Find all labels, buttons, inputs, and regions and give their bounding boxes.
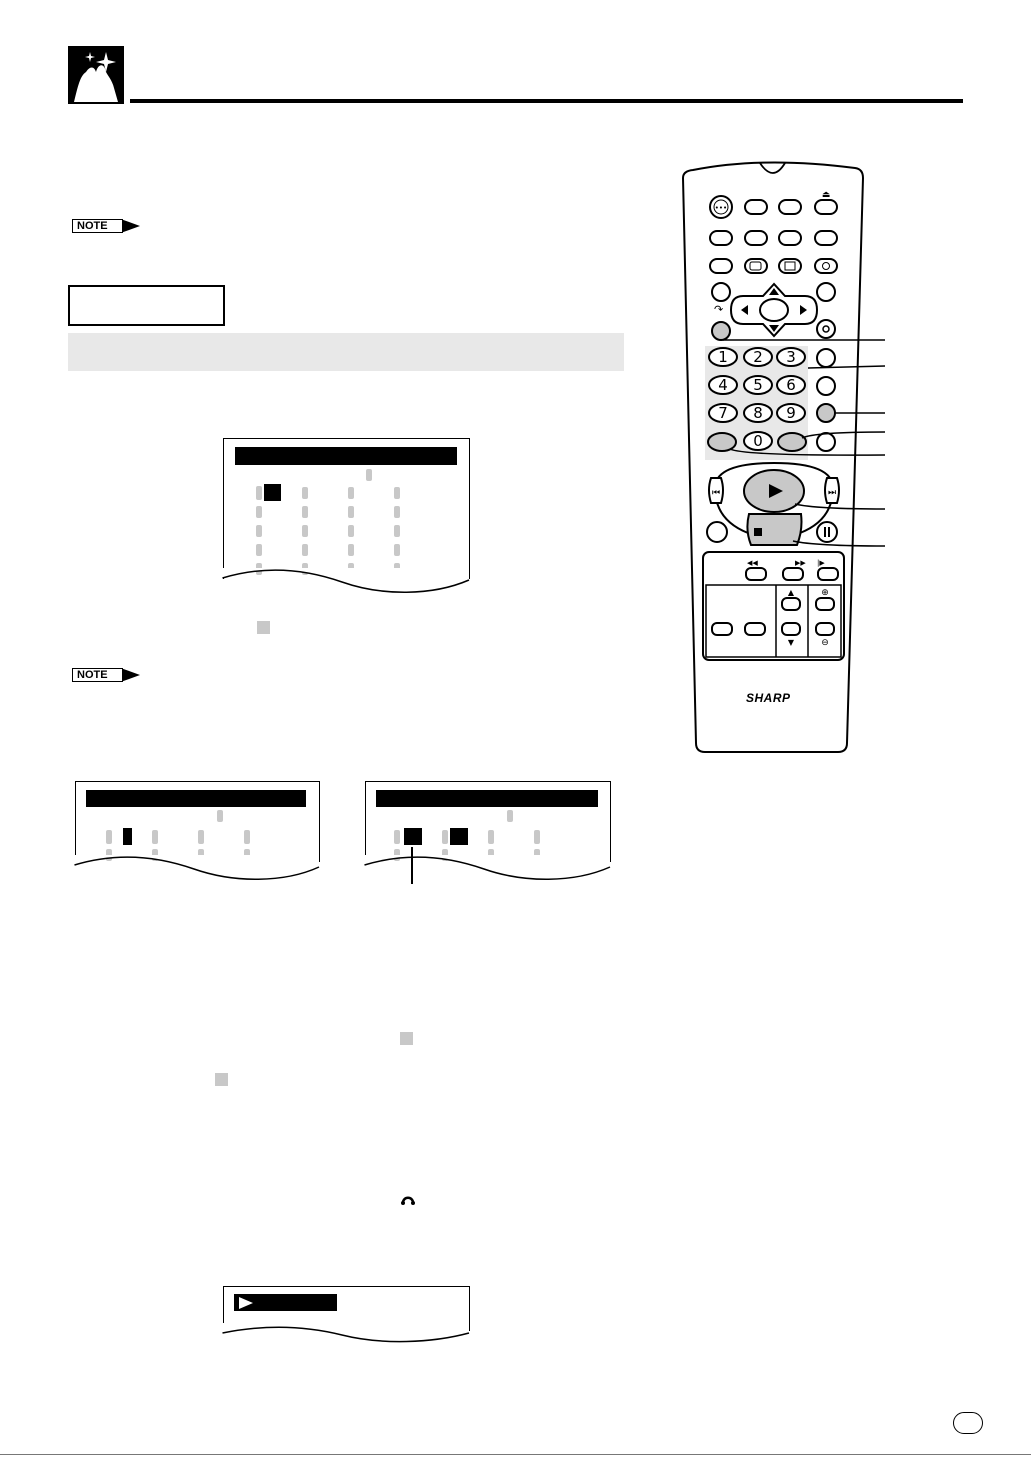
svg-text:7: 7 (718, 404, 728, 422)
note-label-1 (72, 219, 142, 232)
osd-screen-1 (223, 438, 470, 579)
svg-text:•••: ••• (714, 204, 728, 212)
svg-text:5: 5 (753, 376, 763, 394)
note-label-2 (72, 668, 142, 681)
osd-cursor (264, 484, 281, 501)
screen-1-torn-edge (222, 568, 470, 598)
svg-text:6: 6 (786, 376, 796, 394)
inline-gray-square-1 (257, 621, 270, 634)
svg-text:⊕: ⊕ (821, 588, 829, 598)
screen-2-torn-edge (74, 855, 320, 885)
svg-text:⏮: ⏮ (711, 488, 721, 498)
screen-3-torn-edge (364, 855, 611, 885)
osd-title-bar (235, 447, 457, 465)
svg-text:⊖: ⊖ (821, 638, 829, 648)
header-icon (68, 46, 124, 104)
svg-text:2: 2 (753, 348, 763, 366)
svg-text:9: 9 (786, 404, 796, 422)
screen-play-torn-edge (222, 1323, 470, 1347)
svg-text:4: 4 (718, 376, 728, 394)
header-rule (130, 99, 963, 103)
page-marker (953, 1412, 983, 1434)
svg-text:▲: ▲ (787, 588, 795, 597)
sparkle-hand-icon (68, 46, 124, 104)
svg-text:⏏: ⏏ (821, 190, 831, 200)
svg-text:◀◀: ◀◀ (747, 559, 758, 567)
osd-cursor (404, 828, 422, 845)
svg-text:▶▶: ▶▶ (795, 559, 806, 567)
osd-screen-3 (365, 781, 611, 862)
remote-brand-logo: SHARP (746, 691, 791, 705)
section-box (68, 285, 225, 326)
note-label-text: NOTE (77, 220, 108, 232)
note-label-text: NOTE (77, 669, 108, 681)
svg-text:▼: ▼ (787, 638, 795, 647)
osd-screen-2 (75, 781, 320, 862)
callout-line (411, 847, 413, 884)
svg-text:3: 3 (786, 348, 796, 366)
svg-text:⏭: ⏭ (827, 488, 837, 498)
section-gray-bar (68, 333, 624, 371)
osd-title-bar (86, 790, 306, 807)
osd-cursor (123, 828, 132, 845)
osd-cursor-2 (450, 828, 468, 845)
return-icon (401, 1193, 415, 1205)
svg-text:↷: ↷ (714, 303, 724, 316)
remote-control (675, 158, 890, 758)
play-icon (239, 1297, 253, 1309)
svg-text:0: 0 (753, 432, 763, 450)
inline-gray-square-3 (215, 1073, 228, 1086)
svg-text:1: 1 (718, 348, 728, 366)
osd-title-bar (376, 790, 598, 807)
inline-gray-square-2 (400, 1032, 413, 1045)
svg-text:8: 8 (753, 404, 763, 422)
svg-text:|▶: |▶ (817, 559, 825, 567)
bottom-rule (0, 1454, 1031, 1455)
